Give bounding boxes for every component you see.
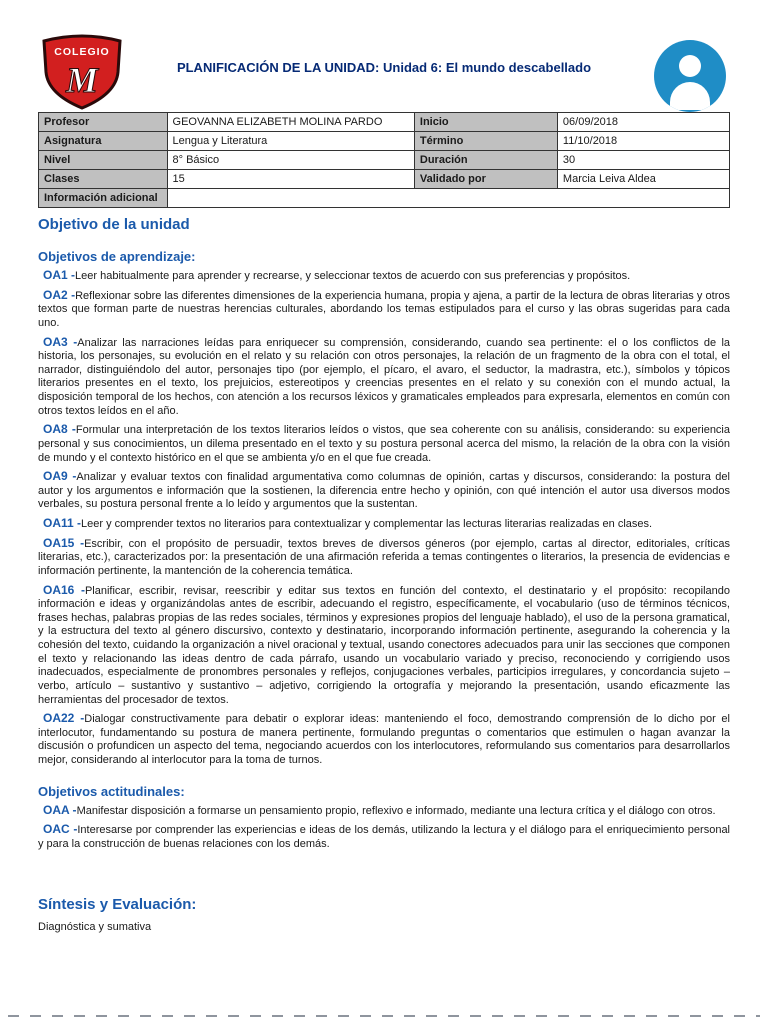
cell-value-nivel: 8° Básico <box>167 151 414 170</box>
objective-code: OA1 - <box>43 268 76 282</box>
cell-label-validado-por: Validado por <box>414 170 557 189</box>
table-row <box>39 170 730 189</box>
cell-value-asignatura: Lengua y Literatura <box>167 132 414 151</box>
objective-item-oa2 <box>38 288 730 331</box>
svg-text:M: M <box>65 60 99 100</box>
objective-item-oa11 <box>38 516 730 532</box>
objective-text: Formular una interpretación de los textos literarios leídos o vistos, que sea coherente con su análisis, considerando: su experiencia personal y sus conocimientos, un dilema presentado en el texto y su postura personal acerca del mismo, la relación de la obra con la visión de mundo y el contexto histórico en el que se ambienta y/o en el que fue creada. <box>38 424 730 464</box>
objective-code: OAC - <box>43 822 78 837</box>
cell-value-informacion-adicional <box>167 189 729 208</box>
cell-label-asignatura: Asignatura <box>39 132 168 151</box>
objective-code: OA3 - <box>43 334 78 349</box>
cell-label-profesor: Profesor <box>39 113 168 132</box>
objective-text: Reflexionar sobre las diferentes dimensiones de la experiencia humana, propia y ajena, a partir de la lectura de obras literarias y otros textos que forman parte de nuestras herencias culturales, abordando los temas estipulados para el curso y las obras sugeridas para cada uno. <box>38 289 730 329</box>
objective-text: Analizar y evaluar textos con finalidad argumentativa como columnas de opinión, cartas y discursos, considerando: la postura del autor y los argumentos e información que la sostienen, la diferencia entre hecho y opinión, con qué intención el autor usa diversos modos verbales, su postura personal frente a lo leído y argumentos que la sustentan. <box>38 471 730 511</box>
objective-item-oa16 <box>38 583 730 708</box>
objective-code: OA2 - <box>43 287 76 302</box>
objective-item-oa1 <box>38 268 730 284</box>
cell-label-informacion-adicional: Información adicional <box>39 189 168 208</box>
cell-label-termino: Término <box>414 132 557 151</box>
objective-text: Escribir, con el propósito de persuadir, textos breves de diversos géneros (por ejemplo, cartas al director, editoriales, críticas literarias, etc.), caracterizados por: la presentación de una afirmación referida a temas contingentes o literarios, la presencia de evidencias e información pertinente, la mantención de la coherencia temática. <box>38 537 730 577</box>
heading-synthesis-evaluation: Síntesis y Evaluación: <box>38 895 197 913</box>
document-header <box>38 8 730 112</box>
synthesis-text: Diagnóstica y sumativa <box>38 920 152 933</box>
objective-code: OA9 - <box>43 469 77 484</box>
objective-text: Leer y comprender textos no literarios para contextualizar y complementar las lecturas literarias realizadas en clases. <box>81 518 653 530</box>
person-shoulders <box>670 82 710 110</box>
heading-attitudinal-objectives: Objetivos actitudinales: <box>38 783 185 799</box>
cell-value-validado-por: Marcia Leiva Aldea <box>557 170 729 189</box>
objective-item-oa9 <box>38 469 730 512</box>
table-row <box>39 132 730 151</box>
objective-text: Dialogar constructivamente para debatir o explorar ideas: manteniendo el foco, demostrando comprensión de lo dicho por el interlocutor, fundamentando su postura de manera pertinente, formulando preguntas o comentarios que estimulen o hagan avanzar la discusión o profundicen un aspecto del tema, negociando acuerdos con los interlocutores, reformulando sus comentarios para desarrollarlos mejor, considerando al interlocutor para la toma de turnos. <box>38 713 730 766</box>
objective-text: Analizar las narraciones leídas para enriquecer su comprensión, considerando, cuando sea pertinente: el o los conflictos de la historia, los personajes, su evolución en el relato y su relación con otros personajes, la relación de un fragmento de la obra con el total, el narrador, distinguiéndolo del autor, personajes tipo (por ejemplo, el pícaro, el avaro, el seductor, la madrastra, etc.), símbolos y tópicos literarios presentes en el texto, los prejuicios, estereotipos y creencias presentes en el relato y su conexión con el mundo actual, la disposición temporal de los hechos, con atención a los recursos léxicos y gramaticales empleados para expresarla, elementos en común con otros textos leídos en el año. <box>38 336 730 417</box>
cell-value-duracion: 30 <box>557 151 729 170</box>
cell-value-clases: 15 <box>167 170 414 189</box>
objective-code: OA16 - <box>43 582 85 597</box>
objective-item-oa3 <box>38 335 730 419</box>
heading-unit-objective: Objetivo de la unidad <box>38 216 190 233</box>
table-row <box>39 151 730 170</box>
cell-value-profesor: GEOVANNA ELIZABETH MOLINA PARDO <box>167 113 414 132</box>
user-avatar <box>654 40 726 112</box>
cell-label-inicio: Inicio <box>414 113 557 132</box>
cell-label-nivel: Nivel <box>39 151 168 170</box>
objective-item-oa8 <box>38 422 730 465</box>
objective-text: Leer habitualmente para aprender y recrearse, y seleccionar textos de acuerdo con sus preferencias y propósitos. <box>75 270 631 282</box>
svg-text:COLEGIO: COLEGIO <box>54 46 110 58</box>
table-row <box>39 113 730 132</box>
heading-learning-objectives: Objetivos de aprendizaje: <box>38 249 196 264</box>
objective-code: OA22 - <box>43 711 85 726</box>
cell-label-duracion: Duración <box>414 151 557 170</box>
page-break-separator <box>8 1015 760 1017</box>
table-row <box>39 189 730 208</box>
objective-code: OA8 - <box>43 422 76 437</box>
objective-text: Interesarse por comprender las experiencias e ideas de los demás, utilizando la lectura y el diálogo para el enriquecimiento personal y para la construcción de buenas relaciones con los demás. <box>38 824 731 850</box>
objective-code: OA15 - <box>43 535 85 550</box>
unit-info-table <box>38 112 730 208</box>
objective-code: OAA - <box>43 802 77 817</box>
document-title: PLANIFICACIÓN DE LA UNIDAD: Unidad 6: El mundo descabellado <box>176 60 592 75</box>
cell-value-inicio: 06/09/2018 <box>557 113 729 132</box>
objective-text: Manifestar disposición a formarse un pensamiento propio, reflexivo e informado, mediante una lectura crítica y el diálogo con otros. <box>76 804 716 817</box>
objective-item-oa15 <box>38 536 730 579</box>
objective-text: Planificar, escribir, revisar, reescribir y editar sus textos en función del contexto, el destinatario y el propósito: recopilando información e ideas y organizándolas antes de escribir, adecuando el registro, específicamente, el vocabulario (uso de términos técnicos, frases hechas, palabras propias de las redes sociales, términos y expresiones propios del lenguaje hablado), el uso de la persona gramatical, y la estructura del texto al género discursivo, contexto y destinatario, incorporando información pertinente, asegurando la coherencia y la cohesión del texto, cuidando la organización a nivel oracional y textual, usando conectores adecuados para unir las secciones que componen el texto y relacionando las ideas dentro de cada párrafo, usando un vocabulario variado y preciso, reconociendo y corrigiendo usos inadecuados, especialmente de pronombres personales y reflejos, conjugaciones verbales, participios irregulares, y concordancia sujeto – verbo, artículo – sustantivo y sustantivo – adjetivo, corrigiendo la ortografía y mejorando la presentación, usando eficazmente las herramientas del procesador de textos. <box>38 584 730 706</box>
cell-label-clases: Clases <box>39 170 168 189</box>
objective-item-oac <box>38 822 730 851</box>
person-icon <box>679 55 701 77</box>
objective-item-oaa <box>38 803 730 819</box>
objective-code: OA11 - <box>43 516 82 530</box>
objective-item-oa22 <box>38 711 730 768</box>
cell-value-termino: 11/10/2018 <box>557 132 729 151</box>
